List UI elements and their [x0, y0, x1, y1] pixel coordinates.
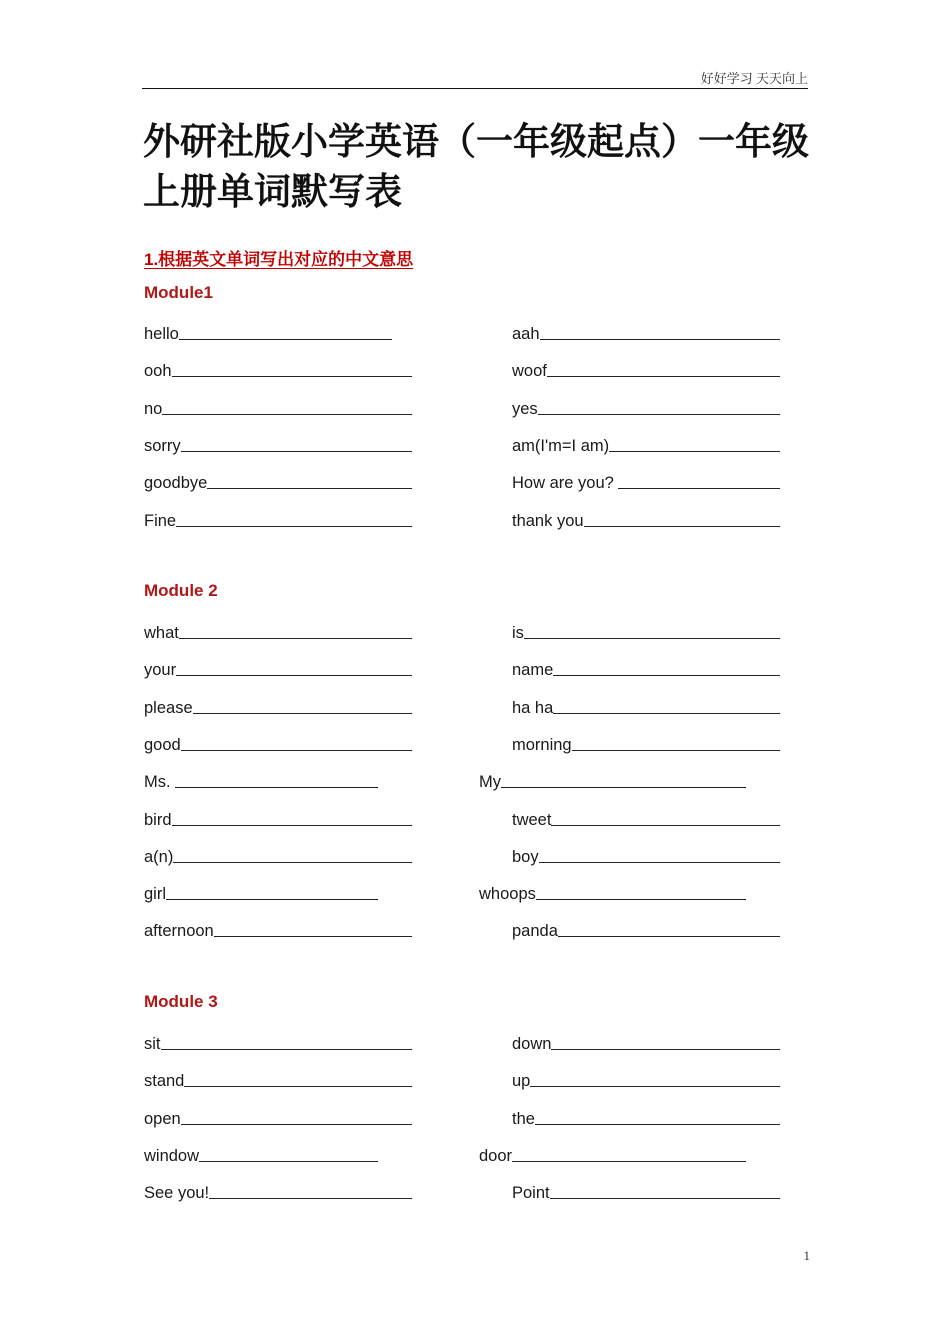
- vocab-item: [144, 1030, 412, 1054]
- answer-blank-line[interactable]: [162, 413, 412, 415]
- answer-blank-line[interactable]: [184, 1085, 412, 1087]
- vocab-item: [144, 357, 412, 381]
- vocab-word: Ms.: [144, 773, 176, 792]
- vocab-word: door: [479, 1146, 513, 1165]
- word-row: [0, 731, 950, 755]
- vocab-word: stand: [144, 1072, 185, 1091]
- vocab-item: [512, 432, 780, 456]
- vocab-word: a(n): [144, 847, 174, 866]
- vocab-item: [479, 768, 746, 792]
- answer-blank-line[interactable]: [176, 525, 412, 527]
- vocab-item: [144, 806, 412, 830]
- vocab-word: woof: [512, 362, 547, 381]
- answer-blank-line[interactable]: [161, 1048, 413, 1050]
- word-row: [0, 1142, 950, 1166]
- word-row: [0, 619, 950, 643]
- vocab-word: yes: [512, 399, 538, 418]
- word-row: [0, 806, 950, 830]
- vocab-word: your: [144, 661, 177, 680]
- word-row: [0, 395, 950, 419]
- vocab-word: good: [144, 735, 181, 754]
- vocab-word: thank you: [512, 511, 584, 530]
- vocab-word: How are you?: [512, 474, 619, 493]
- answer-blank-line[interactable]: [609, 450, 780, 452]
- vocab-item: [512, 619, 780, 643]
- vocab-item: [144, 917, 412, 941]
- document-title: 外研社版小学英语（一年级起点）一年级上册单词默写表: [143, 119, 809, 213]
- vocab-word: whoops: [479, 885, 536, 904]
- word-row: [0, 320, 950, 344]
- answer-blank-line[interactable]: [618, 487, 780, 489]
- vocab-item: [512, 507, 780, 531]
- vocab-word: boy: [512, 847, 539, 866]
- vocab-item: [144, 432, 412, 456]
- vocab-word: sit: [144, 1035, 161, 1053]
- vocab-word: name: [512, 661, 554, 680]
- answer-blank-line[interactable]: [550, 1197, 780, 1199]
- vocab-item: [144, 1105, 412, 1129]
- answer-blank-line[interactable]: [501, 786, 746, 788]
- answer-blank-line[interactable]: [551, 824, 780, 826]
- vocab-item: [512, 1030, 780, 1054]
- vocab-item: [144, 1179, 412, 1203]
- section-instruction: 1.根据英文单词写出对应的中文意思: [144, 250, 414, 269]
- vocab-item: [144, 1142, 378, 1166]
- vocab-item: [144, 880, 378, 904]
- word-row: [0, 469, 950, 493]
- module-title: Module1: [144, 283, 213, 302]
- answer-blank-line[interactable]: [209, 1197, 412, 1199]
- answer-blank-line[interactable]: [181, 450, 412, 452]
- vocab-word: sorry: [144, 436, 181, 455]
- vocab-item: [144, 395, 412, 419]
- answer-blank-line[interactable]: [524, 637, 780, 639]
- vocab-item: [144, 768, 378, 792]
- word-row: [0, 1179, 950, 1203]
- answer-blank-line[interactable]: [530, 1085, 780, 1087]
- vocab-word: goodbye: [144, 474, 208, 493]
- answer-blank-line[interactable]: [512, 1160, 746, 1162]
- answer-blank-line[interactable]: [181, 1123, 412, 1125]
- vocab-item: [479, 880, 746, 904]
- vocab-word: window: [144, 1146, 200, 1165]
- vocab-item: [144, 619, 412, 643]
- answer-blank-line[interactable]: [179, 338, 392, 340]
- word-row: [0, 917, 950, 941]
- vocab-word: ooh: [144, 362, 172, 381]
- vocab-item: [144, 1067, 412, 1091]
- answer-blank-line[interactable]: [173, 861, 412, 863]
- vocab-item: [144, 507, 412, 531]
- vocab-word: Point: [512, 1184, 550, 1203]
- answer-blank-line[interactable]: [175, 786, 378, 788]
- vocab-word: ha ha: [512, 698, 554, 717]
- answer-blank-line[interactable]: [547, 375, 780, 377]
- word-row: [0, 656, 950, 680]
- vocab-word: hello: [144, 325, 179, 343]
- answer-blank-line[interactable]: [553, 674, 780, 676]
- word-row: [0, 1030, 950, 1054]
- vocab-item: [144, 656, 412, 680]
- word-row: [0, 880, 950, 904]
- answer-blank-line[interactable]: [538, 413, 780, 415]
- answer-blank-line[interactable]: [179, 637, 412, 639]
- answer-blank-line[interactable]: [539, 861, 780, 863]
- vocab-word: is: [512, 624, 524, 642]
- page-header: 好好学习 天天向上: [700, 71, 808, 86]
- vocab-item: [512, 320, 780, 344]
- vocab-item: [512, 917, 780, 941]
- vocab-word: My: [479, 773, 501, 792]
- answer-blank-line[interactable]: [551, 1048, 780, 1050]
- vocab-word: the: [512, 1109, 535, 1128]
- answer-blank-line[interactable]: [553, 712, 780, 714]
- vocab-item: [512, 1105, 780, 1129]
- vocab-item: [512, 806, 780, 830]
- vocab-item: [512, 694, 780, 718]
- vocab-item: [512, 469, 780, 493]
- answer-blank-line[interactable]: [535, 1123, 780, 1125]
- vocab-item: [512, 1067, 780, 1091]
- answer-blank-line[interactable]: [207, 487, 412, 489]
- vocab-word: no: [144, 399, 163, 418]
- answer-blank-line[interactable]: [172, 375, 412, 377]
- vocab-item: [144, 731, 412, 755]
- vocab-item: [144, 694, 412, 718]
- answer-blank-line[interactable]: [572, 749, 780, 751]
- vocab-item: [512, 731, 780, 755]
- word-row: [0, 507, 950, 531]
- vocab-item: [512, 656, 780, 680]
- vocab-word: open: [144, 1109, 181, 1128]
- vocab-item: [144, 843, 412, 867]
- vocab-item: [144, 469, 412, 493]
- vocab-word: down: [512, 1035, 552, 1053]
- module-title: Module 2: [144, 581, 218, 600]
- page-number: 1: [803, 1248, 810, 1263]
- vocab-item: [512, 843, 780, 867]
- answer-blank-line[interactable]: [536, 898, 746, 900]
- answer-blank-line[interactable]: [181, 749, 412, 751]
- answer-blank-line[interactable]: [193, 712, 412, 714]
- vocab-word: up: [512, 1072, 531, 1091]
- module-title: Module 3: [144, 992, 218, 1011]
- vocab-item: [512, 395, 780, 419]
- word-row: [0, 1067, 950, 1091]
- vocab-word: girl: [144, 885, 167, 904]
- vocab-item: [512, 1179, 780, 1203]
- vocab-word: aah: [512, 325, 540, 343]
- answer-blank-line[interactable]: [176, 674, 412, 676]
- answer-blank-line[interactable]: [558, 935, 780, 937]
- vocab-word: panda: [512, 922, 558, 941]
- vocab-item: [144, 320, 392, 344]
- answer-blank-line[interactable]: [540, 338, 780, 340]
- vocab-word: See you!: [144, 1184, 210, 1203]
- vocab-word: tweet: [512, 810, 552, 829]
- vocab-word: what: [144, 624, 179, 642]
- vocab-word: afternoon: [144, 922, 214, 941]
- header-rule: [142, 88, 808, 89]
- word-row: [0, 694, 950, 718]
- word-row: [0, 432, 950, 456]
- word-row: [0, 357, 950, 381]
- answer-blank-line[interactable]: [172, 824, 412, 826]
- vocab-word: please: [144, 698, 193, 717]
- vocab-item: [512, 357, 780, 381]
- answer-blank-line[interactable]: [584, 525, 780, 527]
- vocab-word: bird: [144, 810, 172, 829]
- vocab-word: am(I'm=I am): [512, 436, 610, 455]
- answer-blank-line[interactable]: [199, 1160, 378, 1162]
- vocab-item: [479, 1142, 746, 1166]
- vocab-word: Fine: [144, 511, 177, 530]
- answer-blank-line[interactable]: [214, 935, 412, 937]
- word-row: [0, 1105, 950, 1129]
- answer-blank-line[interactable]: [166, 898, 378, 900]
- word-row: [0, 768, 950, 792]
- word-row: [0, 843, 950, 867]
- vocab-word: morning: [512, 735, 572, 754]
